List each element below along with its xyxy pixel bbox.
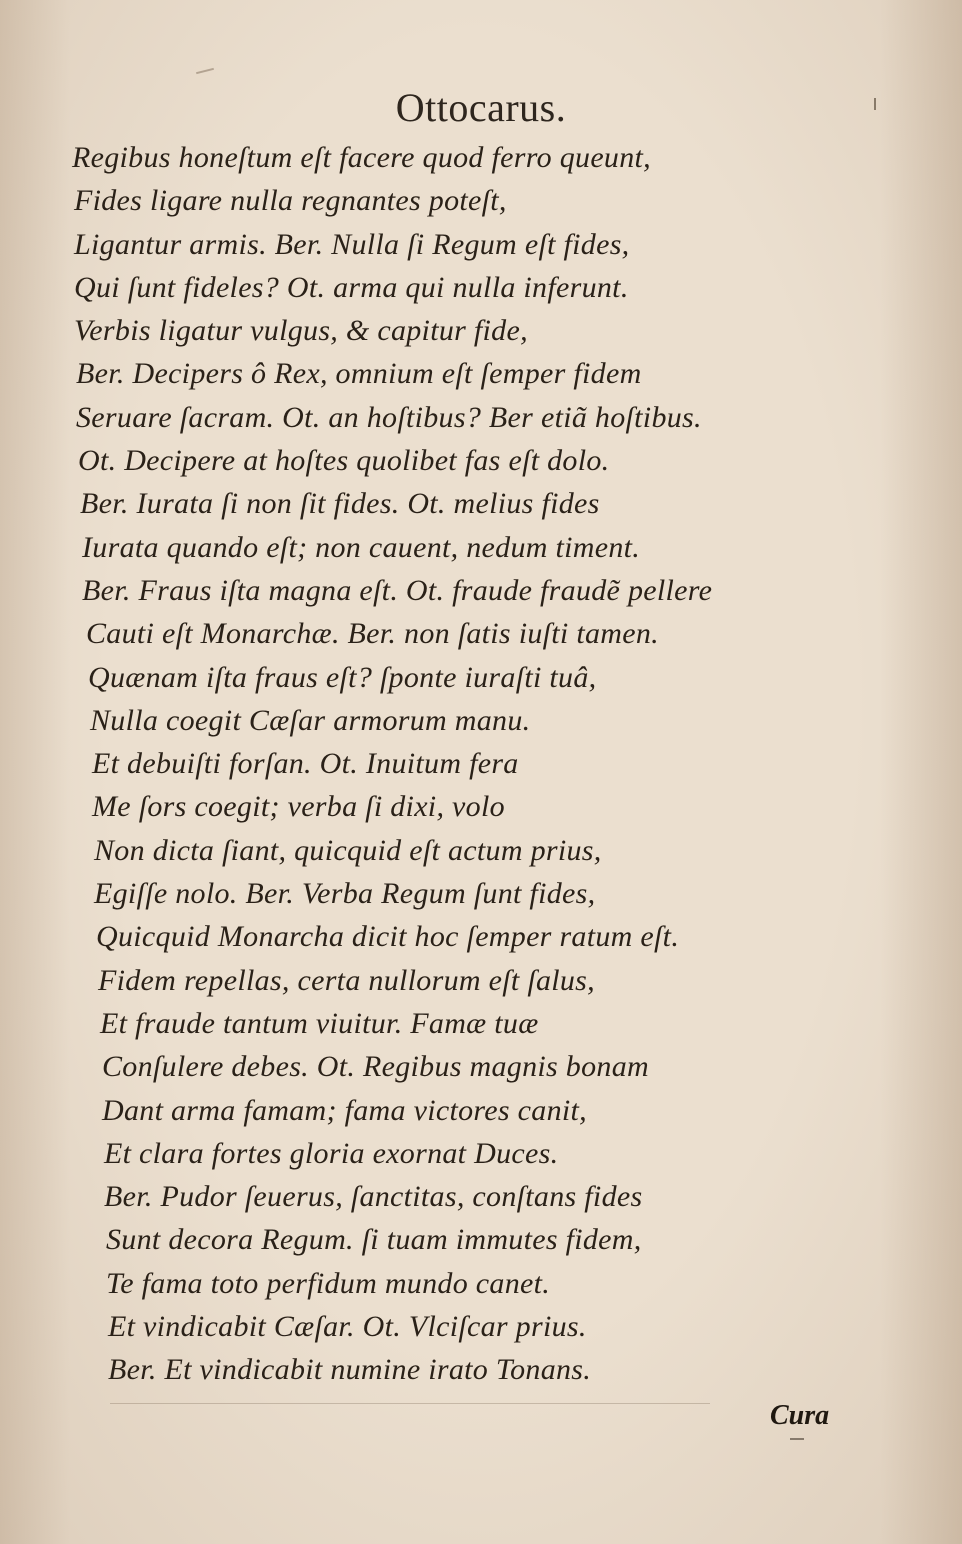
verse-line: Non dicta ſiant, quicquid eſt actum prius,	[94, 833, 602, 867]
verse-line: Ber. Fraus iſta magna eſt. Ot. fraude fraudẽ pellere	[82, 573, 713, 607]
verse-line: Conſulere debes. Ot. Regibus magnis bonam	[102, 1050, 649, 1084]
verse-line: Regibus honeſtum eſt facere quod ferro queunt,	[72, 141, 651, 174]
ink-mark	[790, 1438, 804, 1440]
verse-line: Et fraude tantum viuitur. Famæ tuæ	[100, 1006, 539, 1040]
verse-line: Te fama toto perfidum mundo canet.	[106, 1266, 551, 1300]
verse-line: Ligantur armis. Ber. Nulla ſi Regum eſt fides,	[74, 227, 630, 261]
verse-line: Qui ſunt fideles? Ot. arma qui nulla inferunt.	[74, 270, 629, 304]
catchword: Cura	[770, 1400, 830, 1431]
verse-line: Ber. Iurata ſi non ſit fides. Ot. melius fides	[80, 487, 600, 521]
verse-line: Me ſors coegit; verba ſi dixi, volo	[92, 790, 505, 824]
verse-line: Quicquid Monarcha dicit hoc ſemper ratum eſt.	[96, 920, 680, 954]
verse-line: Sunt decora Regum. ſi tuam immutes fidem,	[106, 1223, 642, 1257]
verse-text	[72, 136, 892, 1392]
verse-line: Dant arma famam; fama victores canit,	[102, 1093, 587, 1127]
verse-line: Et vindicabit Cæſar. Ot. Vlciſcar prius.	[108, 1310, 587, 1344]
verse-line: Ber. Pudor ſeuerus, ſanctitas, conſtans fides	[104, 1180, 643, 1214]
verse-line: Et debuiſti forſan. Ot. Inuitum fera	[92, 747, 519, 781]
verse-line: Cauti eſt Monarchæ. Ber. non ſatis iuſti tamen.	[86, 617, 659, 651]
running-head: Ottocarus.	[395, 85, 567, 130]
verse-line: Quænam iſta fraus eſt? ſponte iuraſti tuâ,	[88, 660, 597, 694]
paper-crease	[196, 68, 214, 74]
verse-line: Egiſſe nolo. Ber. Verba Regum ſunt fides,	[94, 877, 596, 911]
verse-line: Seruare ſacram. Ot. an hoſtibus? Ber etiã hoſtibus.	[76, 400, 702, 434]
verse-line: Verbis ligatur vulgus, & capitur fide,	[74, 314, 528, 348]
verse-line: Nulla coegit Cæſar armorum manu.	[90, 703, 531, 737]
text-shadow-rule	[110, 1403, 710, 1404]
verse-line: Fides ligare nulla regnantes poteſt,	[74, 184, 507, 218]
verse-line: Ber. Et vindicabit numine irato Tonans.	[108, 1353, 592, 1387]
verse-line: Ot. Decipere at hoſtes quolibet fas eſt dolo.	[78, 444, 610, 478]
verse-line: Et clara fortes gloria exornat Duces.	[104, 1136, 559, 1170]
verse-line: Fidem repellas, certa nullorum eſt ſalus,	[98, 963, 595, 997]
verse-line: Ber. Decipers ô Rex, omnium eſt ſemper fidem	[76, 357, 642, 391]
verse-line: Iurata quando eſt; non cauent, nedum timent.	[82, 530, 641, 564]
